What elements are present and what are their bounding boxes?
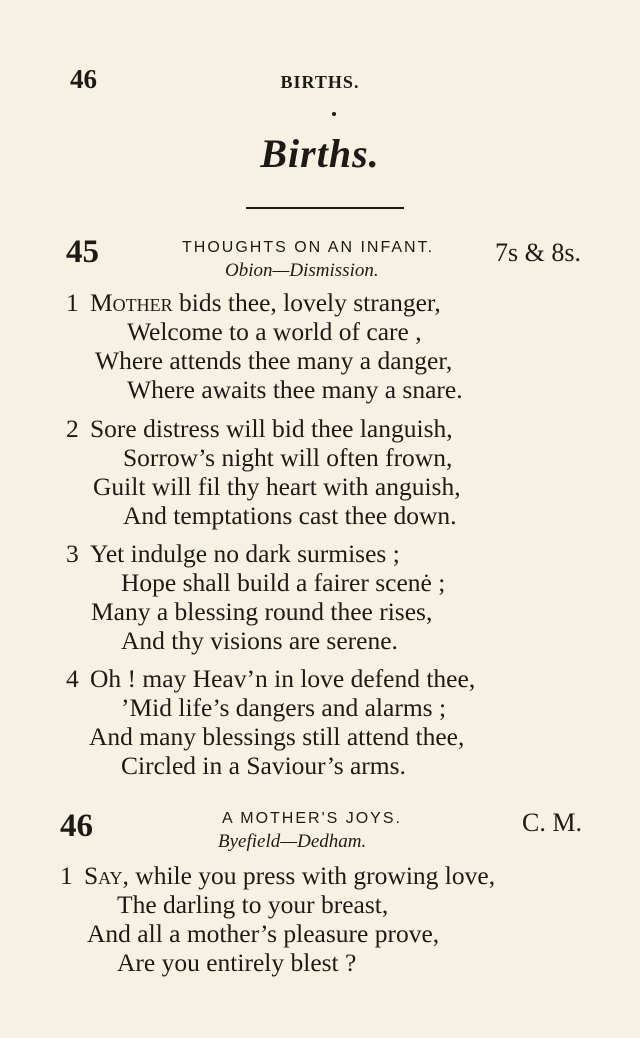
verse-line: The darling to your breast, xyxy=(117,890,389,919)
running-head: BIRTHS. xyxy=(280,72,360,92)
verse-line: Where awaits thee many a snare. xyxy=(127,375,463,404)
page-number: 46 xyxy=(70,64,97,94)
verse-line: 1 Say, while you press with growing love, xyxy=(60,861,496,890)
verse-line: Where attends thee many a danger, xyxy=(95,346,453,375)
hymn-title: A MOTHER'S JOYS. xyxy=(222,810,402,827)
verse-line: 1 Mother bids thee, lovely stranger, xyxy=(66,288,441,317)
verse-line: Circled in a Saviour’s arms. xyxy=(121,751,406,780)
stanza-number: 4 xyxy=(66,664,79,693)
verse-line: Hope shall build a fairer scenė ; xyxy=(121,568,446,597)
verse-line: Many a blessing round thee rises, xyxy=(91,597,433,626)
hymn-tunes: Byefield—Dedham. xyxy=(218,831,367,852)
stanza-number: 1 xyxy=(60,861,73,890)
verse-line: 2 Sore distress will bid thee languish, xyxy=(66,414,453,443)
verse-line: ’Mid life’s dangers and alarms ; xyxy=(121,693,447,722)
ornament-dot xyxy=(332,112,336,116)
hymn-number: 46 xyxy=(60,808,93,844)
hymn-meter: C. M. xyxy=(522,808,582,837)
stanza-first-word: Say xyxy=(84,861,123,890)
verse-line: 3 Yet indulge no dark surmises ; xyxy=(66,539,400,568)
section-title: Births. xyxy=(260,131,380,176)
verse-line: Are you entirely blest ? xyxy=(117,948,357,977)
stanza-number: 2 xyxy=(66,414,79,443)
verse-line: And all a mother’s pleasure prove, xyxy=(87,919,440,948)
title-rule xyxy=(246,207,404,209)
verse-line: And temptations cast thee down. xyxy=(123,501,457,530)
stanza-number: 1 xyxy=(66,288,79,317)
verse-line: 4 Oh ! may Heav’n in love defend thee, xyxy=(66,664,476,693)
verse-line: Sorrow’s night will often frown, xyxy=(123,443,453,472)
verse-line: And many blessings still attend thee, xyxy=(89,722,465,751)
verse-line: And thy visions are serene. xyxy=(121,626,398,655)
stanza-number: 3 xyxy=(66,539,79,568)
hymn-number: 45 xyxy=(66,234,99,270)
verse-line: Guilt will fil thy heart with anguish, xyxy=(93,472,461,501)
hymn-tunes: Obion—Dismission. xyxy=(225,260,379,281)
hymn-meter: 7s & 8s. xyxy=(495,238,581,267)
stanza-first-word: Mother xyxy=(90,288,173,317)
hymn-title: THOUGHTS ON AN INFANT. xyxy=(182,239,435,256)
verse-line: Welcome to a world of care , xyxy=(127,317,422,346)
